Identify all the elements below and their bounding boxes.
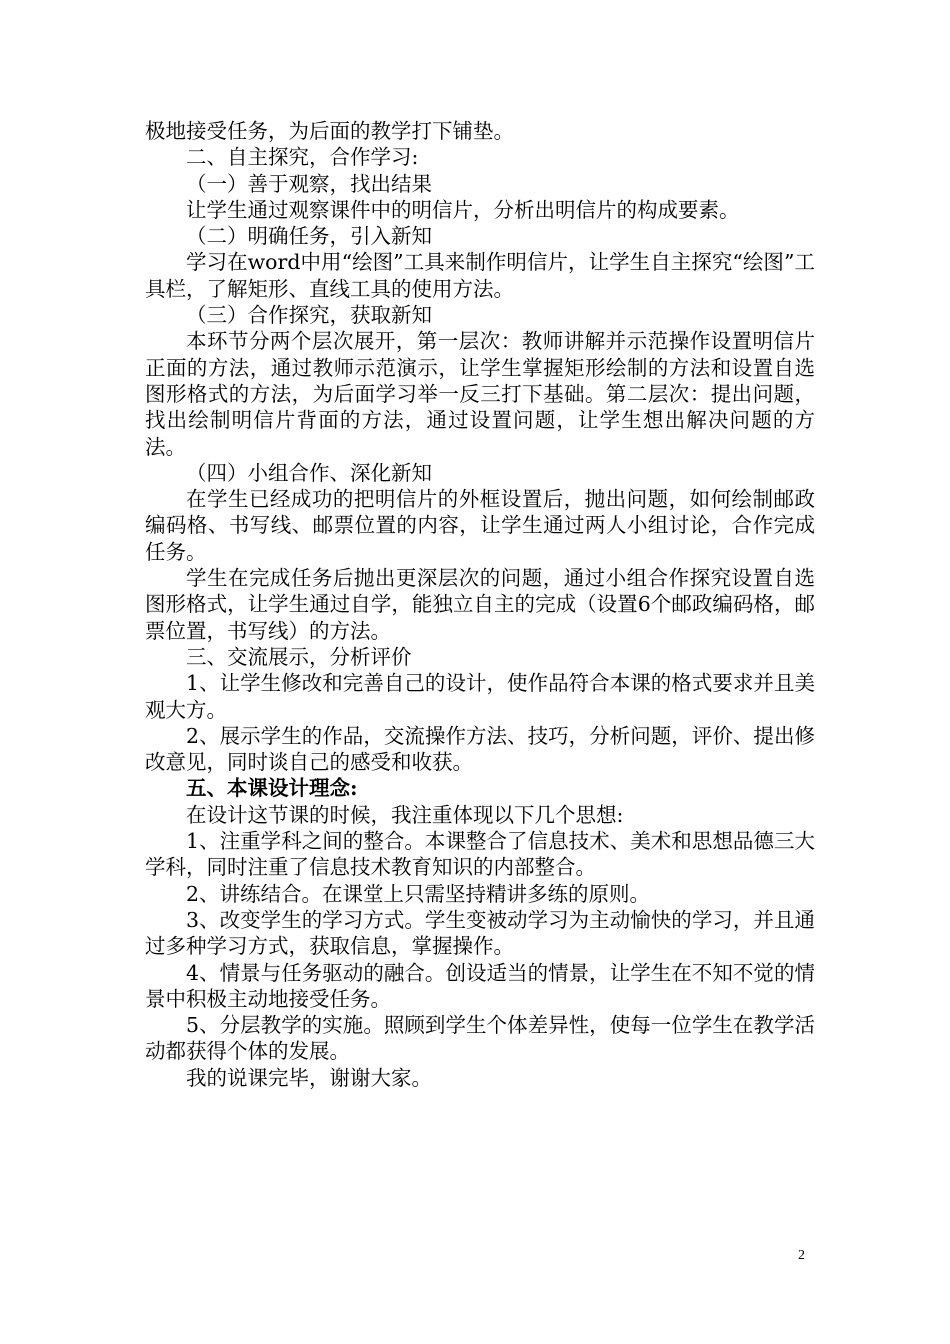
list-item: 5、分层教学的实施。照顾到学生个体差异性，使每一位学生在教学活动都获得个体的发展。 [145, 1013, 815, 1064]
list-item: 2、展示学生的作品，交流操作方法、技巧，分析问题，评价、提出修改意见，同时谈自己的感受和收获。 [145, 723, 815, 775]
paragraph: 让学生通过观察课件中的明信片，分析出明信片的构成要素。 [186, 197, 740, 222]
list-item: 1、注重学科之间的整合。本课整合了信息技术、美术和思想品德三大学科，同时注重了信息技术教育知识的内部整合。 [145, 829, 815, 880]
subsection-heading-1: （一）善于观察，找出结果 [186, 171, 432, 196]
paragraph: 在学生已经成功的把明信片的外框设置后，抛出问题，如何绘制邮政编码格、书写线、邮票位置的内容，让学生通过两人小组讨论，合作完成任务。 [145, 487, 815, 564]
section-heading-3: 三、交流展示，分析评价 [186, 644, 412, 669]
paragraph: 在设计这节课的时候，我注重体现以下几个思想: [186, 802, 624, 827]
list-item: 3、改变学生的学习方式。学生变被动学习为主动愉快的学习，并且通过多种学习方式，获取信息，掌握操作。 [145, 907, 815, 959]
subsection-heading-3: （三）合作探究，获取新知 [186, 303, 432, 328]
subsection-heading-4: （四）小组合作、深化新知 [186, 460, 432, 485]
paragraph: 本环节分两个层次展开，第一层次：教师讲解并示范操作设置明信片正面的方法，通过教师示范演示，让学生掌握矩形绘制的方法和设置自选图形格式的方法，为后面学习举一反三打下基础。第二层次：提出问题，找出绘制明信片背面的方法，通过设置问题，让学生想出解决问题的方法。 [145, 329, 815, 459]
paragraph-continuation: 极地接受任务，为后面的教学打下铺垫。 [145, 119, 514, 143]
section-heading-5: 五、本课设计理念: [186, 776, 358, 801]
closing-paragraph: 我的说课完毕，谢谢大家。 [186, 1065, 432, 1090]
list-item: 4、情景与任务驱动的融合。创设适当的情景，让学生在不知不觉的情景中积极主动地接受任务。 [145, 960, 815, 1011]
list-item: 2、讲练结合。在课堂上只需坚持精讲多练的原则。 [186, 881, 651, 906]
paragraph: 学习在word中用“绘图”工具来制作明信片，让学生自主探究“绘图”工具栏，了解矩形、直线工具的使用方法。 [145, 250, 815, 301]
document-body [145, 118, 815, 1091]
paragraph: 学生在完成任务后抛出更深层次的问题，通过小组合作探究设置自选图形格式，让学生通过自学，能独立自主的完成（设置6个邮政编码格，邮票位置，书写线）的方法。 [145, 566, 815, 643]
page-number: 2 [798, 1248, 805, 1263]
section-heading-2: 二、自主探究，合作学习: [186, 145, 419, 170]
list-item: 1、让学生修改和完善自己的设计，使作品符合本课的格式要求并且美观大方。 [145, 671, 815, 722]
subsection-heading-2: （二）明确任务，引入新知 [186, 224, 432, 249]
